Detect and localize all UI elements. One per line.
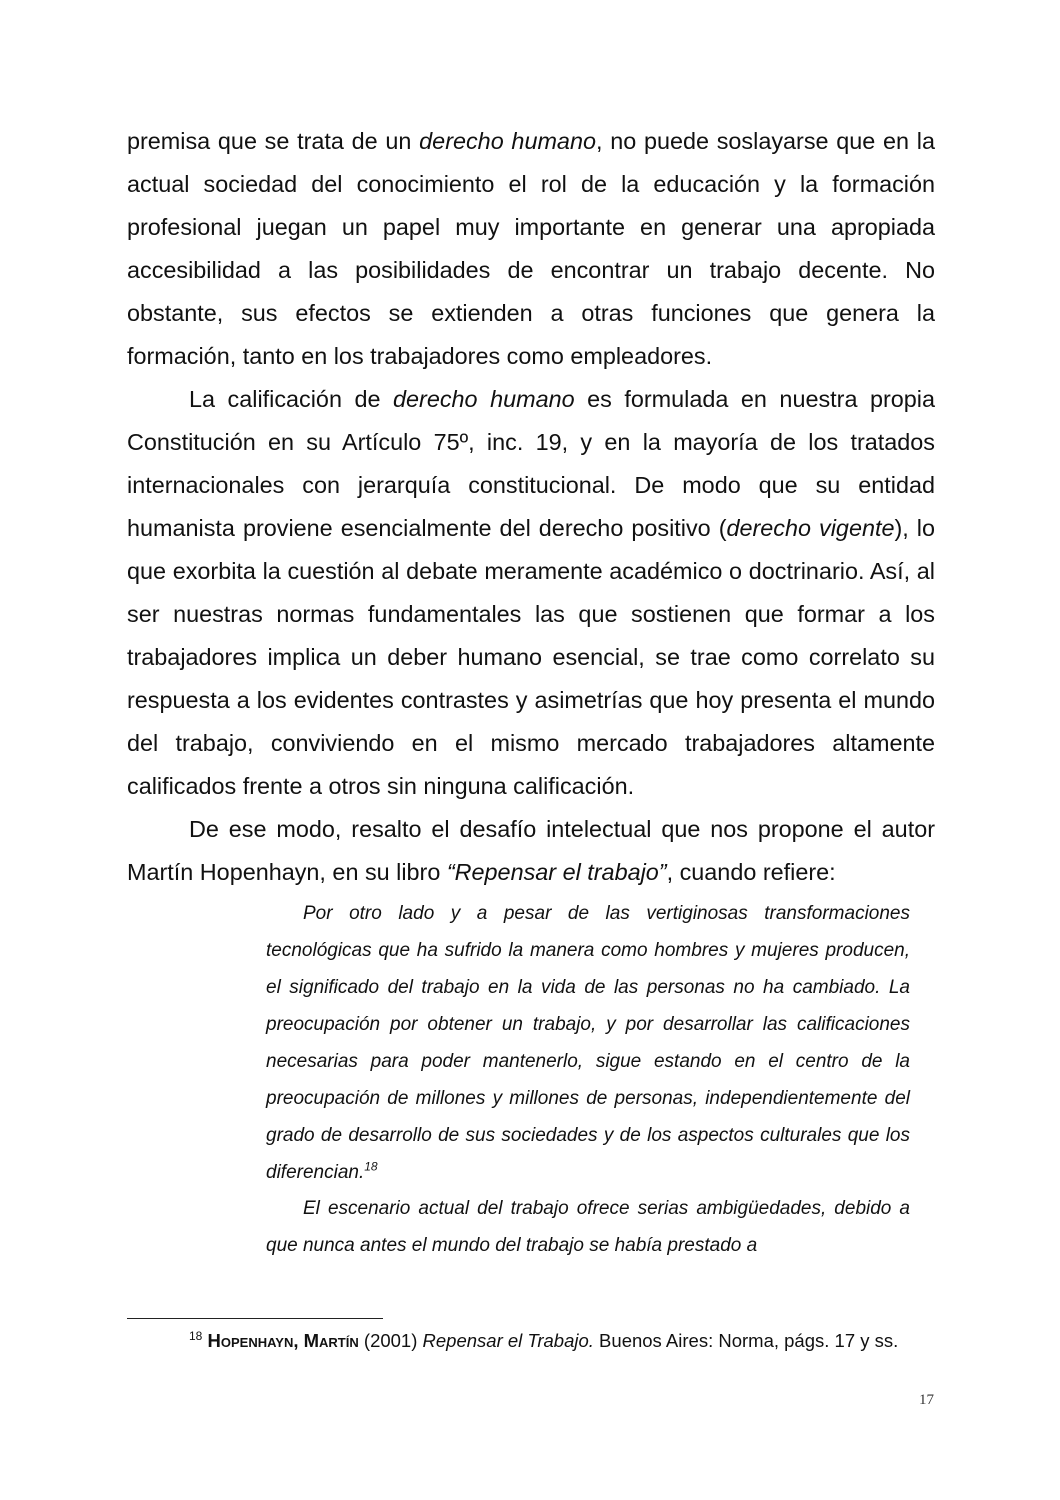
body-paragraph-1 (127, 120, 935, 378)
footnote-reference[interactable]: 18 (364, 1159, 378, 1174)
paragraph-text: es formulada en nuestra propia Constitución en su Artículo 75º, inc. 19, y en la mayoría de los tratados internacionales con jerarquía constitucional. De modo que su entidad humanista proviene esencialmente del derecho positivo ( (127, 386, 935, 541)
paragraph-text: , no puede soslayarse que en la actual sociedad del conocimiento el rol de la educación y la formación profesional juegan un papel muy importante en generar una apropiada accesibilidad a las posibilidades de encontrar un trabajo decente. No obstante, sus efectos se extienden a otras funciones que genera la formación, tanto en los trabajadores como empleadores. (127, 128, 935, 369)
footnote-publisher: Buenos Aires: Norma, págs. 17 y ss. (593, 1330, 899, 1351)
body-paragraph-3 (127, 808, 935, 894)
paragraph-text: La calificación de (189, 386, 394, 412)
footnote-title: Repensar el Trabajo. (422, 1330, 594, 1351)
book-title: “Repensar el trabajo” (446, 859, 667, 885)
footnote-author: Hopenhayn, Martín (207, 1330, 359, 1351)
quote-text: Por otro lado y a pesar de las vertiginosas transformaciones tecnológicas que ha sufrido la manera como hombres y mujeres producen, el significado del trabajo en la vida de las personas no ha cambiado. La preocupación por obtener un trabajo, y por desarrollar las calificaciones necesarias para poder mantenerlo, sigue estando en el centro de la preocupación de millones y millones de personas, independientemente del grado de desarrollo de sus sociedades y de los aspectos culturales que los diferencian. (266, 903, 910, 1183)
italic-term: derecho humano (393, 386, 575, 412)
footnote-year: (2001) (358, 1330, 423, 1351)
italic-term: derecho vigente (726, 515, 895, 541)
body-paragraph-2 (127, 378, 935, 808)
paragraph-text: De ese modo, resalto el desafío intelectual que nos propone el autor Martín Hopenhayn, en su libro (127, 816, 935, 885)
paragraph-text: premisa que se trata de un (127, 128, 420, 154)
block-quote-1 (266, 895, 910, 1191)
quote-text: El escenario actual del trabajo ofrece serias ambigüedades, debido a que nunca antes el mundo del trabajo se había prestado a (266, 1198, 910, 1256)
page-number: 17 (919, 1392, 934, 1408)
footnote (127, 1328, 935, 1354)
block-quote-2 (266, 1190, 910, 1264)
paragraph-text: ), lo que exorbita la cuestión al debate meramente académico o doctrinario. Así, al ser nuestras normas fundamentales las que sostienen que formar a los trabajadores implica un deber humano esencial, se trae como correlato su respuesta a los evidentes contrastes y asimetrías que hoy presenta el mundo del trabajo, conviviendo en el mismo mercado trabajadores altamente calificados frente a otros sin ninguna calificación. (127, 515, 935, 799)
footnote-separator (127, 1318, 383, 1319)
italic-term: derecho humano (419, 128, 596, 154)
footnote-number: 18 (189, 1328, 203, 1343)
paragraph-text: , cuando refiere: (666, 859, 836, 885)
